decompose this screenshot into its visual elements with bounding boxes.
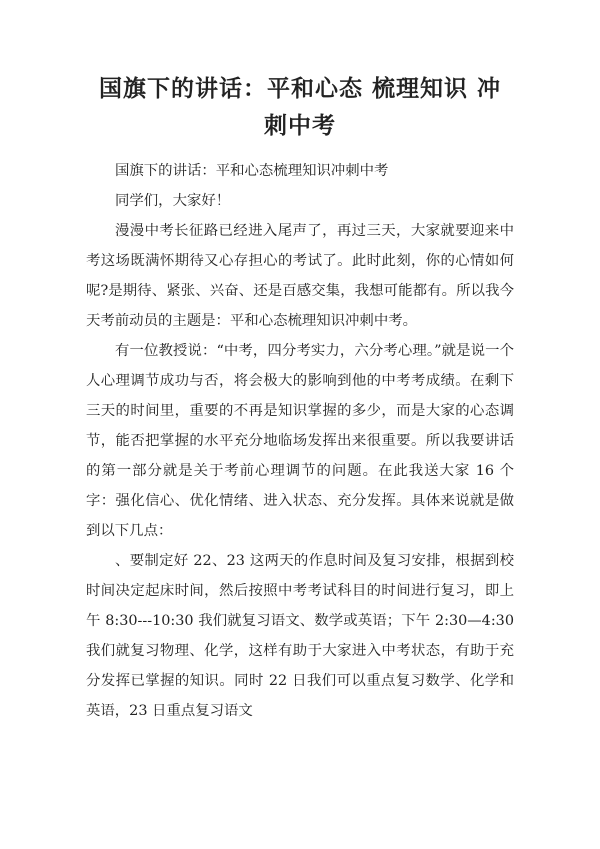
subtitle-paragraph: 国旗下的讲话：平和心态梳理知识冲刺中考 [115,163,389,179]
greeting-paragraph: 同学们，大家好！ [115,193,231,209]
title-line-1: 国旗下的讲话：平和心态 梳理知识 冲 [98,75,501,102]
body-paragraph-intro: 漫漫中考长征路已经进入尾声了，再过三天，大家就要迎来中考这场既满怀期待又心存担心的考试了。此时此刻，你的心情如何呢?是期待、紧张、兴奋、还是百感交集，我想可能都有。所以我今天考前动员的主题是：平和心态梳理知识冲刺中考。 [86,223,514,329]
title-line-2: 刺中考 [264,112,336,139]
document-body [86,156,514,726]
body-paragraph-psychology: 有一位教授说：“中考，四分考实力，六分考心理。”就是说一个人心理调节成功与否，将会极大的影响到他的中考考成绩。在剩下三天的时间里，重要的不再是知识掌握的多少，而是大家的心态调节，能否把掌握的水平充分地临场发挥出来很重要。所以我要讲话的第一部分就是关于考前心理调节的问题。在此我送大家 16 个字：强化信心、优化情绪、进入状态、充分发挥。具体来说就是做到以下几点： [86,343,514,539]
document-title [86,70,514,144]
body-paragraph-schedule: 、要制定好 22、23 这两天的作息时间及复习安排，根据到校时间决定起床时间，然后按照中考考试科目的时间进行复习，即上午 8:30---10:30 我们就复习语文、数学或英语；下午 2:30—4:30 我们就复习物理、化学，这样有助于大家进入中考状态，有助于充分发挥已掌握的知识。同时 22 日我们可以重点复习数学、化学和英语，23 日重点复习语文 [86,553,514,719]
